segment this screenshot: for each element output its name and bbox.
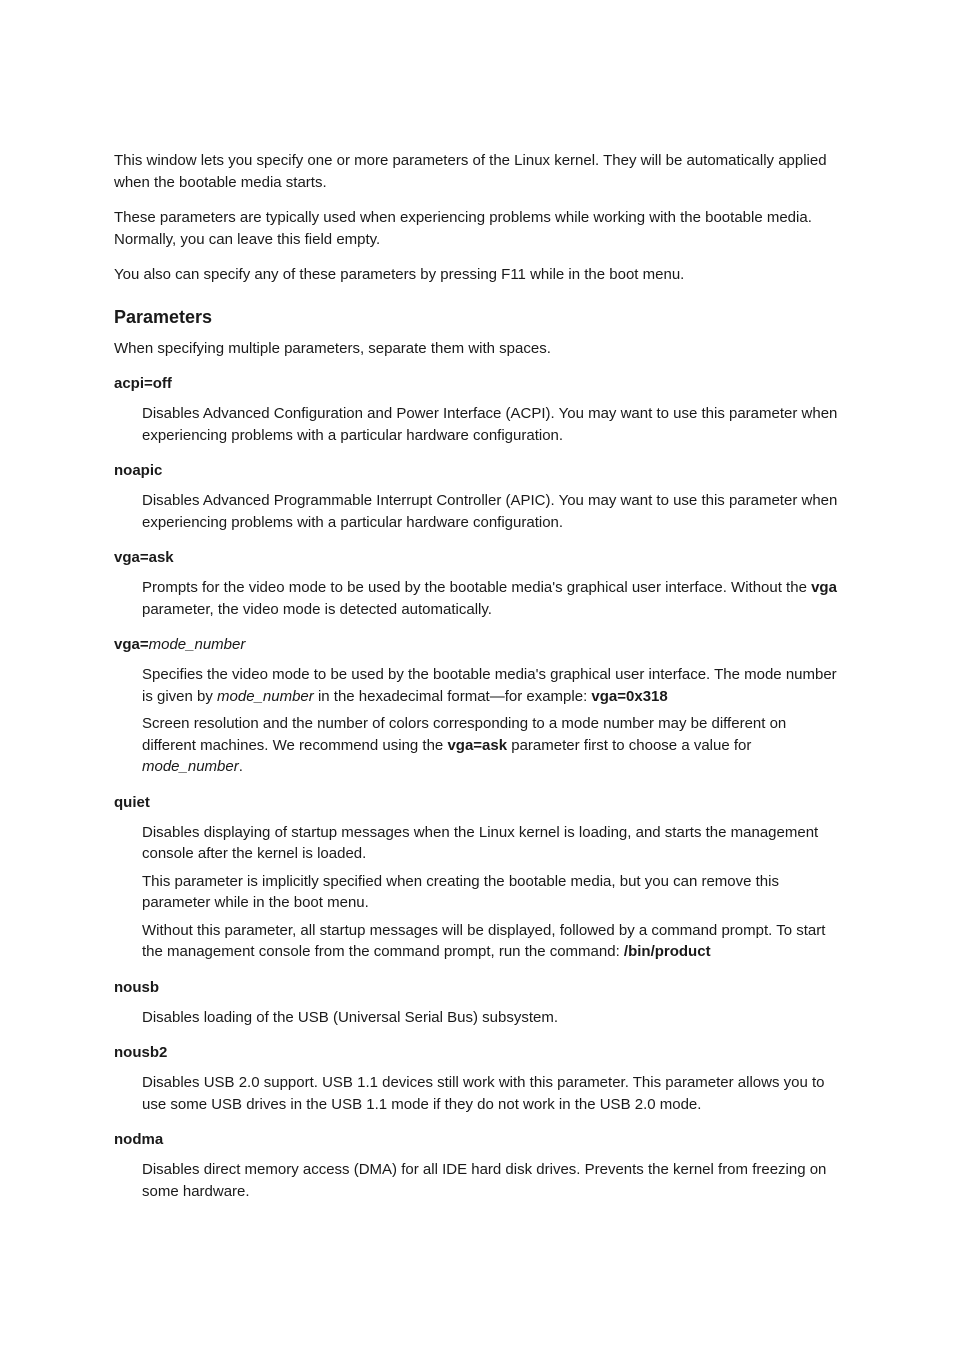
param-term-noapic: noapic: [114, 462, 163, 479]
param-desc-vga-mode-number: [142, 664, 838, 778]
param-desc-text: Disables Advanced Programmable Interrupt Controller (APIC). You may want to use this parameter when experiencing problems with a particular hardware configuration.: [142, 492, 838, 531]
param-desc-vga-ask: [142, 577, 838, 620]
placeholder-text: mode_number: [217, 687, 314, 705]
text-run: .: [238, 758, 243, 775]
param-term-acpi-off: acpi=off: [114, 375, 172, 392]
param-desc-text: Disables USB 2.0 support. USB 1.1 devices still work with this parameter. This parameter allows you to use some USB drives in the USB 1.1 mode if they do not work in the USB 2.0 mode.: [142, 1074, 825, 1113]
param-term-nodma: nodma: [114, 1131, 164, 1148]
param-term-nousb: nousb: [114, 978, 159, 996]
text-run: Without this parameter, all startup messages will be displayed, followed by a command prompt. To start the management console from the command prompt, run the command:: [142, 921, 826, 960]
param-desc-text: [142, 920, 838, 963]
placeholder-text: mode_number: [142, 758, 239, 775]
parameters-heading: Parameters: [114, 306, 213, 327]
param-term-quiet: quiet: [114, 793, 150, 811]
text-run: Screen resolution and the number of colors corresponding to a mode number may be different on different machines. We recommend using the: [142, 715, 787, 754]
intro-paragraph-1: This window lets you specify one or more parameters of the Linux kernel. They will be automatically applied when the bootable media starts.: [114, 152, 827, 191]
inline-code: vga=ask: [447, 736, 508, 754]
param-desc-quiet: [142, 822, 838, 963]
term-placeholder: mode_number: [148, 636, 246, 653]
param-desc-noapic: [142, 490, 838, 533]
param-desc-text: [142, 664, 838, 707]
term-prefix: vga=: [114, 636, 149, 653]
inline-code: /bin/product: [623, 943, 711, 960]
param-desc-text: Disables loading of the USB (Universal Serial Bus) subsystem.: [142, 1008, 559, 1026]
param-desc-text: [142, 577, 838, 620]
param-desc-text: [142, 713, 838, 778]
text-run: in the hexadecimal format—for example:: [313, 687, 592, 705]
parameters-note: When specifying multiple parameters, separate them with spaces.: [114, 339, 551, 357]
intro-paragraph-3: You also can specify any of these parameters by pressing F11 while in the boot menu.: [114, 266, 685, 283]
document-page: [114, 150, 838, 1208]
param-desc-text: Disables displaying of startup messages when the Linux kernel is loading, and starts the management console after the kernel is loaded.: [142, 823, 819, 862]
intro-paragraph-2: These parameters are typically used when experiencing problems while working with the bootable media. Normally, you can leave this field empty.: [114, 209, 812, 248]
inline-code: vga: [811, 579, 837, 596]
param-term-vga-mode-number: [114, 634, 838, 655]
text-run: parameter first to choose a value for: [507, 736, 752, 754]
param-desc-text: Disables Advanced Configuration and Power Interface (ACPI). You may want to use this parameter when experiencing problems with a particular hardware configuration.: [142, 405, 838, 444]
param-term-nousb2: nousb2: [114, 1044, 168, 1061]
param-desc-nousb: [142, 1007, 838, 1029]
param-desc-nousb2: [142, 1072, 838, 1115]
param-desc-text: This parameter is implicitly specified when creating the bootable media, but you can remove this parameter while in the boot menu.: [142, 872, 779, 911]
inline-code: vga=0x318: [591, 687, 668, 705]
text-run: Prompts for the video mode to be used by the bootable media's graphical user interface. Without the: [142, 579, 812, 596]
text-run: Specifies the video mode to be used by the bootable media's graphical user interface. The mode number is given by: [142, 666, 837, 705]
param-desc-acpi-off: [142, 403, 838, 446]
param-desc-nodma: [142, 1159, 838, 1202]
param-term-vga-ask: vga=ask: [114, 549, 174, 566]
text-run: parameter, the video mode is detected automatically.: [142, 600, 492, 618]
param-desc-text: Disables direct memory access (DMA) for all IDE hard disk drives. Prevents the kernel from freezing on some hardware.: [142, 1161, 827, 1200]
